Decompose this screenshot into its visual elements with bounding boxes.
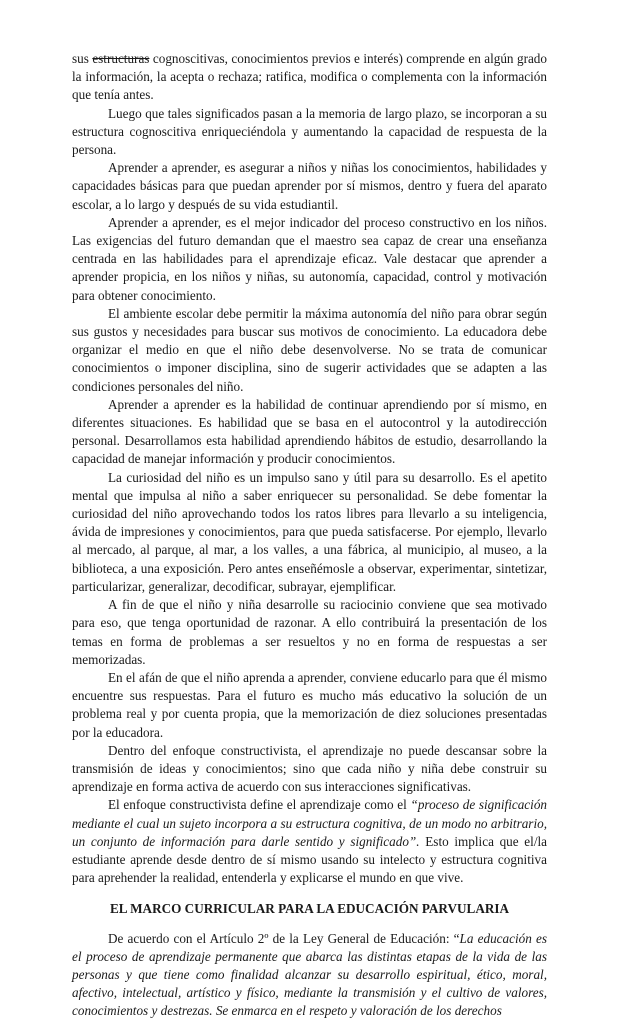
- paragraph-11-text-start: De acuerdo con el Artículo 2º de la Ley General de Educación: “: [108, 930, 460, 946]
- paragraph-11: [72, 930, 547, 1021]
- law-quote: La educación es el proceso de aprendizaje permanente que abarca las distintas etapas de la vida de las personas y que tiene como finalidad alcanzar su desarrollo espiritual, ético, moral, afectivo, intelectual, artístico y físico, mediante la transmisión y el cultivo de valores, conocimientos y destrezas. Se enmarca en el respeto y valoración de los derechos: [72, 930, 547, 1019]
- paragraph-6: La curiosidad del niño es un impulso sano y útil para su desarrollo. Es el apetito mental que impulsa al niño a saber enriquecer su personalidad. Se debe fomentar la curiosidad del niño aprovechando todos los ratos libres para llevarlo a su inteligencia, ávida de impresiones y conocimientos, para que pueda satisfacerse. Por ejemplo, llevarlo al mercado, al parque, al mar, a los valles, a una fábrica, al municipio, al museo, a la biblioteca, a una exposición. Pero antes enseñémosle a observar, experimentar, sintetizar, particularizar, generalizar, decodificar, subrayar, ejemplificar.: [72, 469, 547, 594]
- paragraph-3: Aprender a aprender, es el mejor indicador del proceso constructivo en los niños. Las exigencias del futuro demandan que el maestro sea capaz de crear una enseñanza centrada en las habilidades para el aprendizaje eficaz. Vale destacar que aprender a aprender propicia, en los niños y niñas, su autonomía, capacidad, control y motivación para obtener conocimiento.: [72, 214, 547, 303]
- paragraph-8: En el afán de que el niño aprenda a aprender, conviene educarlo para que él mismo encuentre sus respuestas. Para el futuro es mucho más educativo la solución de un problema real y por cuenta propia, que la memorización de diez soluciones presentadas por la educadora.: [72, 669, 547, 740]
- paragraph-10: [72, 796, 547, 887]
- paragraph-9: Dentro del enfoque constructivista, el aprendizaje no puede descansar sobre la transmisión de ideas y conocimientos; sino que cada niño y niña debe construir su aprendizaje en forma activa de acuerdo con sus interacciones significativas.: [72, 742, 547, 795]
- paragraph-1: Luego que tales significados pasan a la memoria de largo plazo, se incorporan a su estructura cognoscitiva enriqueciéndola y aumentando la capacidad de respuesta de la persona.: [72, 105, 547, 158]
- section-heading: EL MARCO CURRICULAR PARA LA EDUCACIÓN PARVULARIA: [109, 901, 510, 917]
- definition-quote: “proceso de significación mediante el cual un sujeto incorpora a su estructura cognitiva, de un modo no arbitrario, un conjunto de información para darle sentido y significado”.: [72, 797, 548, 849]
- paragraph-7: A fin de que el niño y niña desarrolle su raciocinio conviene que sea motivado para eso, que tenga oportunidad de razonar. A ello contribuirá la presentación de los temas en forma de problemas a ser resueltos y no en forma de respuestas a ser memorizadas.: [72, 597, 547, 667]
- paragraph-5: Aprender a aprender es la habilidad de continuar aprendiendo por sí mismo, en diferentes situaciones. Es habilidad que se basa en el autocontrol y la autodirección personal. Desarrollamos esta habilidad aprendiendo hábitos de estudio, desarrollando la capacidad de manejar información y producir conocimientos.: [72, 396, 547, 467]
- paragraph-2: Aprender a aprender, es asegurar a niños y niñas los conocimientos, habilidades y capacidades básicas para que puedan aprender por sí mismos, dentro y fuera del aparato escolar, a lo largo y después de su vida estudiantil.: [72, 160, 547, 212]
- struck-word: estructuras: [92, 51, 150, 66]
- paragraph-10-text-end: Esto implica que el/la estudiante aprende desde dentro de sí mismo usando su intelecto y estructura cognitiva para aprehender la realidad, entenderla y explicarse el mundo en que vive.: [72, 833, 547, 886]
- paragraph-10-text-start: El enfoque constructivista define el aprendizaje como el: [108, 797, 411, 813]
- paragraph-4: El ambiente escolar debe permitir la máxima autonomía del niño para obrar según sus gustos y necesidades para buscar sus motivos de conocimiento. La educadora debe organizar el medio en que el niño debe desenvolverse. No se trata de comunicar conocimientos o imponer disciplina, sino de sugerir actividades que se adapten a las condiciones personales del niño.: [72, 305, 547, 394]
- paragraph-0-text-start: sus: [72, 51, 93, 66]
- paragraph-0: [72, 50, 547, 105]
- paragraph-0-text-end: cognoscitivas, conocimientos previos e interés) comprende en algún grado la información, la acepta o rechaza; ratifica, modifica o complementa con la información que tenía antes.: [72, 51, 547, 103]
- document-page: [72, 50, 547, 1021]
